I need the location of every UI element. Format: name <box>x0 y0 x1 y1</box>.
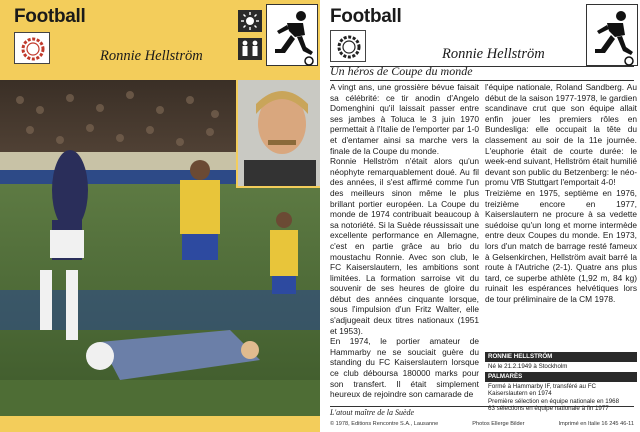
palmares-box <box>485 372 637 414</box>
paragraph: l'équipe nationale, Roland Sandberg. Au début de la saison 1977-1978, le gardien scandinave crut que son équipe allait enfin jouer les premiers rôles en Bundesliga: elle occupait la tête du classement au soir de la 11e journée. L'euphorie était de courte durée: le week-end suivant, Hellström était humilié devant son public du Betzenberg: le néo-promu VfB Stuttgart l'emportait 4-0! <box>485 82 637 188</box>
bio-box <box>485 352 637 371</box>
paragraph: Ronnie Hellström n'était alors qu'un néophyte remarquablement doué. Au fil des années, il s'est affirmé comme l'un des meilleurs sinon même le plus brillant portier européen. La Coupe du monde de 1974 contribuait beaucoup à sa notoriété. Si la Suède réussissait une excellente performance en Allemagne, c'est en partie grâce au brio du moustachu Ronnie. Avec son club, le FC Kaiserslautern, les ambitions sont limitées. La formation sarroise vit du souvenir de ses heures de gloire du début des années cinquante lorsque, sous l'impulsion d'un Fritz Walter, elle s'adjugeait deux titres nationaux (1951 et 1953). <box>330 156 479 336</box>
paragraph: Treizième en 1975, septième en 1976, treizième encore en 1977, Kaiserslautern ne procure à sa vedette suédoise qu'un long et morne intermède entre deux Coupes du monde. En 1973, lors d'un match de barrage resté fameux à Gelsenkirchen, Hellström avait barré la route à l'Autriche (2-1). Quatre ans plus tard, ce superbe athlète (1,92 m, 84 kg) ruinait les espérances helvétiques lors de tour préliminaire de la CM 1978. <box>485 187 637 304</box>
sun-icon <box>238 10 262 32</box>
subtitle-divider <box>330 80 634 81</box>
palmares-heading: PALMARÈS <box>485 372 637 382</box>
paragraph: A vingt ans, une grossière bévue faisait sa célébrité: ce tir anodin d'Angelo Domenghini qu'il laissait passer entre ses jambes à Toluca le 3 juin 1970 permettait à l'Italie de l'emporter par 1-0 et d'entamer ainsi sa marche vers la finale de la Coupe du monde. <box>330 82 479 156</box>
paragraph: En 1974, le portier amateur de Hammarby ne se souciait guère du standing du FC Kaiserslautern lorsque ce club déboursa 180000 marks pour son transfert. Il était simplement heureux de rejoindre son camarade de <box>330 336 479 400</box>
player-name: Ronnie Hellström <box>100 48 203 64</box>
bio-heading: RONNIE HELLSTRÖM <box>485 352 637 362</box>
laurel-wreath-icon <box>14 32 50 64</box>
sport-title: Football <box>14 6 86 27</box>
article-subtitle: Un héros de Coupe du monde <box>330 64 473 78</box>
palmares-line: Formé à Hammarby IF, transféré au FC Kaiserslautern en 1974 <box>488 382 596 398</box>
portrait-photo <box>236 80 320 188</box>
article-column-right <box>485 82 637 304</box>
copyright-text: © 1978, Editions Rencontre S.A., Lausanne <box>330 421 439 427</box>
article-column-left <box>330 82 479 400</box>
football-player-icon <box>586 4 638 66</box>
player-name: Ronnie Hellström <box>442 46 545 62</box>
card-back <box>322 0 640 432</box>
photo-caption: L'atout maître de la Suède <box>330 408 415 417</box>
photo-credit: Photos Ellerge Bilder <box>472 421 525 427</box>
football-player-icon <box>266 4 318 66</box>
printing-info: Imprimé en Italie 16 245 46-11 <box>558 421 634 427</box>
people-icon <box>238 38 262 60</box>
sport-title: Football <box>330 6 402 27</box>
palmares-line: Première sélection en équipe nationale en 1968 <box>488 397 620 405</box>
footer <box>330 421 634 427</box>
bio-text: Né le 21.2.1949 à Stockholm <box>488 362 568 370</box>
laurel-wreath-icon <box>330 30 366 62</box>
footer-divider <box>330 406 634 407</box>
palmares-line: 63 sélections en équipe nationale à fin 1977 <box>488 405 609 413</box>
front-bottom-strip <box>0 416 320 432</box>
